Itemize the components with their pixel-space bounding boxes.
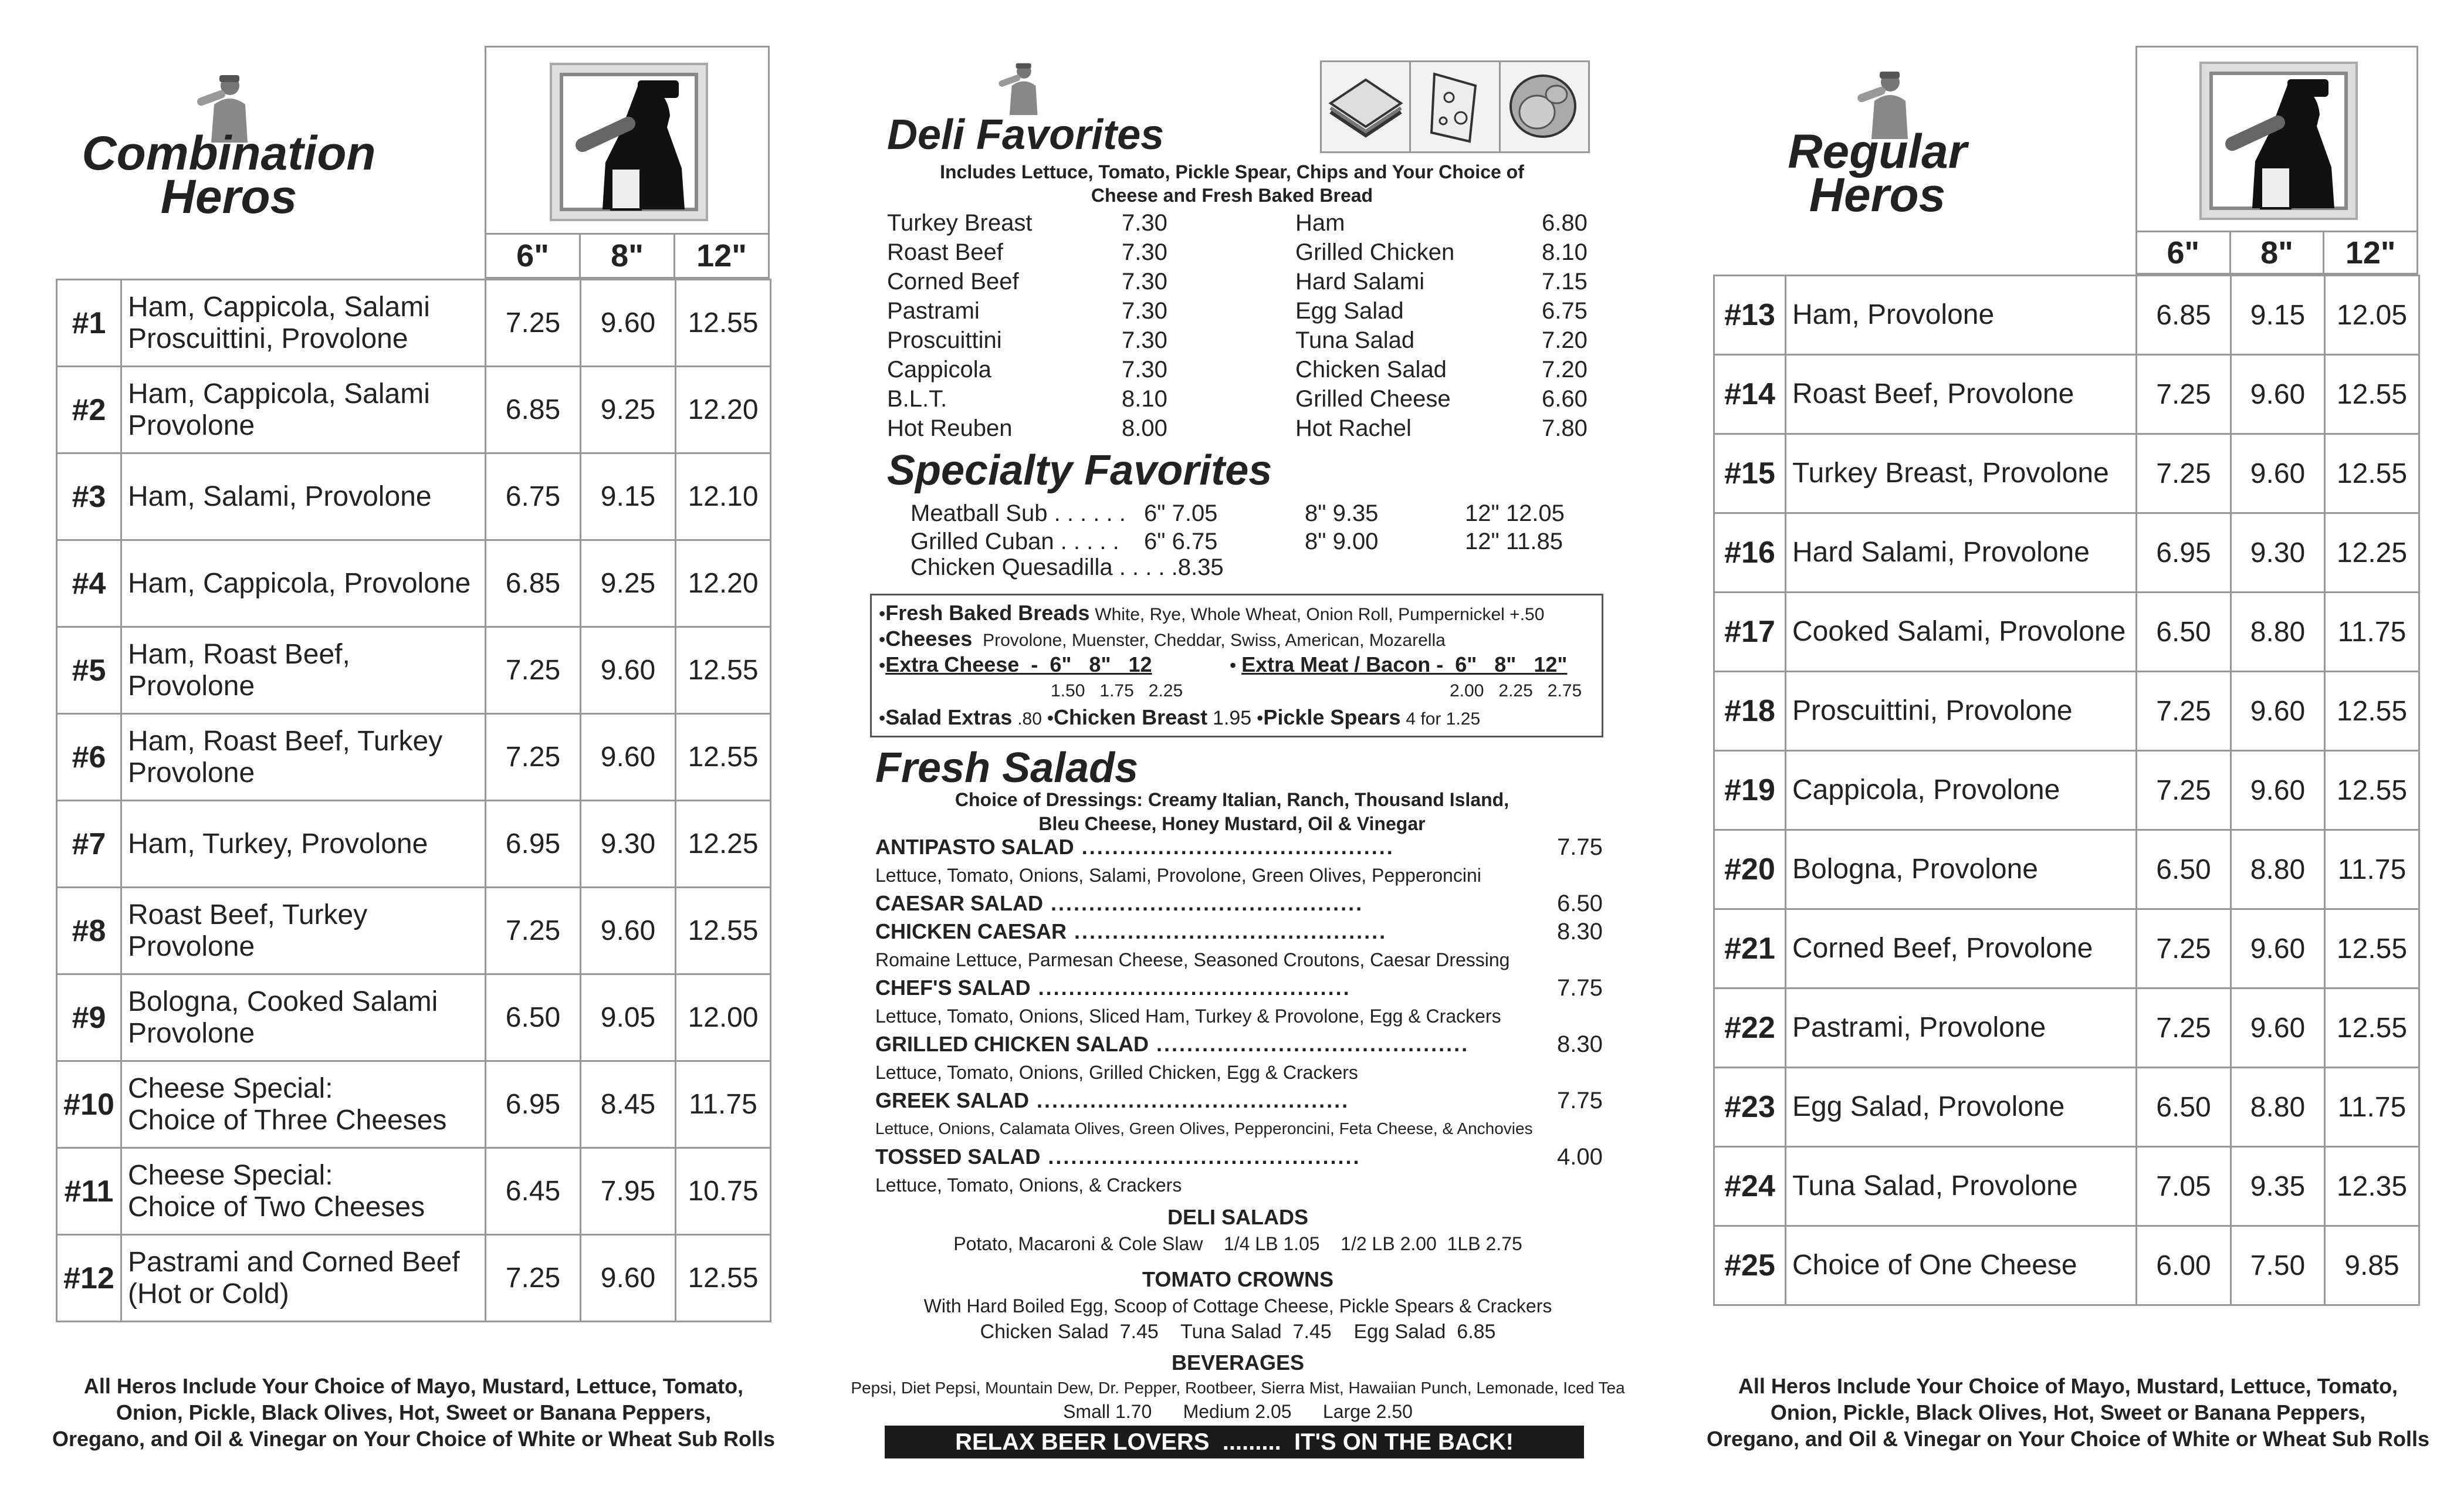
table-row [1714,355,2419,434]
price-6: 7.25 [2137,909,2231,989]
price-6: 6.50 [2137,1068,2231,1147]
salad-name: GREEK SALAD [875,1088,1030,1112]
item-price: 7.20 [1542,327,1588,353]
item-price: 7.30 [1122,269,1167,295]
specialty-size-8: 8" 9.00 [1305,529,1379,554]
price-8: 9.60 [581,280,676,367]
price-8: 9.60 [581,714,676,801]
price-8: 9.60 [581,888,676,974]
table-row [1714,434,2419,513]
price-8: 9.25 [581,367,676,453]
item-price: 8.10 [1122,386,1167,412]
price-8: 9.15 [2231,276,2325,355]
item-description: Ham, Roast Beef, Turkey Provolone [121,714,486,801]
beverages-section: BEVERAGES Pepsi, Diet Pepsi, Mountain Dew, Dr. Pepper, Rootbeer, Sierra Mist, Hawaiian Punch, Lemonade, Iced Tea Small 1.70 Medium 2.05 Large 2.50 [851,1351,1625,1422]
deli-list-left [887,208,1180,443]
salad-leader-dots: ......................................... [1149,1032,1470,1056]
price-6: 7.25 [486,888,581,974]
item-description: Cheese Special: Choice of Two Cheeses [121,1148,486,1235]
item-description: Roast Beef, Turkey Provolone [121,888,486,974]
price-12: 12.55 [676,1235,771,1322]
specialty-size-12: 12" 11.85 [1465,529,1563,554]
price-12: 12.20 [676,367,771,453]
list-item [1295,384,1589,414]
combination-menu-table [56,279,771,1322]
hero-eater-icon [550,63,708,221]
item-number: #17 [1714,593,1786,672]
price-12: 9.85 [2325,1226,2419,1305]
hero-photo-frame [485,46,770,235]
ham-icon [1501,62,1588,151]
item-number: #16 [1714,513,1786,593]
item-price: 7.20 [1542,357,1588,383]
price-6: 7.25 [486,280,581,367]
table-row [57,453,771,540]
price-8: 9.60 [2231,434,2325,513]
item-price: 6.60 [1542,386,1588,412]
salad-leader-dots: ......................................... [1040,1145,1361,1169]
price-12: 11.75 [2325,593,2419,672]
price-6: 6.85 [486,540,581,627]
item-description: Ham, Cappicola, Provolone [121,540,486,627]
salad-leader-dots: ......................................... [1074,835,1395,859]
price-12: 11.75 [2325,830,2419,909]
price-8: 9.15 [581,453,676,540]
item-number: #22 [1714,989,1786,1068]
price-8: 7.50 [2231,1226,2325,1305]
item-description: Ham, Salami, Provolone [121,453,486,540]
item-description: Cheese Special: Choice of Three Cheeses [121,1061,486,1148]
salad-description: Lettuce, Onions, Calamata Olives, Green Olives, Pepperoncini, Feta Cheese, & Anchovies [875,1119,1533,1138]
item-number: #24 [1714,1147,1786,1226]
table-row [57,627,771,714]
item-description: Tuna Salad, Provolone [1786,1147,2137,1226]
salad-leader-dots: ......................................... [1067,919,1387,943]
list-item [875,1030,1615,1058]
salad-leader-dots: ......................................... [1029,1088,1350,1112]
list-item [887,296,1180,326]
item-number: #18 [1714,672,1786,751]
specialty-size-12: 12" 12.05 [1465,500,1565,526]
price-6: 7.25 [2137,989,2231,1068]
list-item [887,384,1180,414]
item-number: #2 [57,367,121,453]
item-name: B.L.T. [887,386,947,412]
table-row [1714,1226,2419,1305]
salad-description: Lettuce, Tomato, Onions, Salami, Provolone, Green Olives, Pepperoncini [875,865,1481,886]
item-description: Egg Salad, Provolone [1786,1068,2137,1147]
size-12: 12" [675,234,769,278]
price-6: 6.00 [2137,1226,2231,1305]
specialty-favorites-title: Specialty Favorites [887,447,1272,494]
item-name: Ham [1295,210,1345,236]
table-row [57,1235,771,1322]
list-item [1295,296,1589,326]
price-8: 8.80 [2231,593,2325,672]
price-12: 12.55 [2325,672,2419,751]
table-row [1714,513,2419,593]
price-6: 7.25 [2137,672,2231,751]
item-number: #5 [57,627,121,714]
list-item [875,1143,1615,1171]
list-item [887,267,1180,296]
price-12: 12.55 [2325,909,2419,989]
price-12: 10.75 [676,1148,771,1235]
item-price: 8.00 [1122,415,1167,441]
regular-title: Regular Heros [1788,125,1967,222]
price-6: 7.25 [486,627,581,714]
price-12: 12.55 [676,714,771,801]
price-6: 6.85 [486,367,581,453]
list-item [1295,238,1589,267]
list-item [887,326,1180,355]
item-name: Chicken Salad [1295,357,1447,383]
price-8: 9.25 [581,540,676,627]
price-8: 9.35 [2231,1147,2325,1226]
combination-size-header [485,233,770,279]
price-12: 12.55 [2325,434,2419,513]
list-item [1295,414,1589,443]
list-item [887,355,1180,384]
table-row [1714,593,2419,672]
price-8: 9.60 [2231,909,2325,989]
regular-size-header [2135,231,2418,275]
price-12: 12.00 [676,974,771,1061]
item-number: #19 [1714,751,1786,830]
size-8: 8" [2230,232,2324,274]
specialty-meatball-row [911,499,1603,528]
table-row [1714,830,2419,909]
item-name: Tuna Salad [1295,327,1415,353]
table-row [57,540,771,627]
item-description: Ham, Provolone [1786,276,2137,355]
item-description: Cappicola, Provolone [1786,751,2137,830]
price-8: 9.60 [2231,751,2325,830]
list-item [875,1087,1615,1115]
price-12: 12.25 [676,801,771,888]
price-12: 12.25 [2325,513,2419,593]
item-description: Ham, Cappicola, Salami Provolone [121,367,486,453]
salad-dressings: Choice of Dressings: Creamy Italian, Ranch, Thousand Island, Bleu Cheese, Honey Mustard, Oil & Vinegar [955,789,1509,834]
fresh-salads-title: Fresh Salads [875,744,1139,791]
size-12: 12" [2324,232,2418,274]
size-6: 6" [2137,232,2231,274]
item-name: Cappicola [887,357,991,383]
item-price: 8.10 [1542,239,1588,265]
salad-price: 8.30 [1557,919,1603,945]
item-name: Turkey Breast [887,210,1033,236]
price-12: 12.55 [2325,355,2419,434]
price-6: 7.25 [486,714,581,801]
item-description: Ham, Turkey, Provolone [121,801,486,888]
regular-menu-table [1713,275,2420,1306]
hero-photo-frame [2135,46,2418,232]
specialty-quesadilla-row: Chicken Quesadilla . . . . .8.35 [911,554,1224,580]
item-number: #11 [57,1148,121,1235]
item-description: Turkey Breast, Provolone [1786,434,2137,513]
specialty-name: Grilled Cuban . . . . . [911,529,1119,554]
price-12: 12.55 [2325,751,2419,830]
item-name: Grilled Chicken [1295,239,1455,265]
list-item [1295,326,1589,355]
price-8: 9.60 [2231,989,2325,1068]
table-row [1714,1147,2419,1226]
item-number: #6 [57,714,121,801]
salad-name: CHEF'S SALAD [875,976,1031,1000]
extras-extra-cheese-prices: 1.50 1.75 2.25 [1051,681,1183,700]
salad-description: Romaine Lettuce, Parmesan Cheese, Seasoned Croutons, Caesar Dressing [875,949,1510,970]
item-price: 7.30 [1122,298,1167,324]
price-8: 8.45 [581,1061,676,1148]
list-item [875,974,1615,1002]
salad-price: 4.00 [1557,1144,1603,1170]
price-12: 12.20 [676,540,771,627]
list-item [875,833,1615,861]
price-8: 7.95 [581,1148,676,1235]
list-item [875,889,1615,918]
salad-list [875,833,1615,1199]
price-6: 6.50 [486,974,581,1061]
price-8: 8.80 [2231,1068,2325,1147]
salad-name: CHICKEN CAESAR [875,919,1067,943]
item-price: 6.80 [1542,210,1588,236]
price-6: 7.25 [2137,355,2231,434]
salad-description: Lettuce, Tomato, Onions, Grilled Chicken, Egg & Crackers [875,1062,1358,1083]
deli-icons-strip [1320,60,1590,153]
price-12: 12.55 [676,280,771,367]
item-name: Pastrami [887,298,980,324]
price-12: 12.05 [2325,276,2419,355]
item-name: Corned Beef [887,269,1019,295]
list-item [1295,208,1589,238]
price-8: 9.60 [581,627,676,714]
regular-footer: All Heros Include Your Choice of Mayo, Mustard, Lettuce, Tomato, Onion, Pickle, Black Olives, Hot, Sweet or Banana Peppers, Oregano, and Oil & Vinegar on Your Choice of White or Wheat Sub Rolls [1706,1374,2430,1451]
item-number: #12 [57,1235,121,1322]
table-row [1714,1068,2419,1147]
price-8: 8.80 [2231,830,2325,909]
specialty-size-6: 6" 7.05 [1144,500,1218,526]
table-row [57,801,771,888]
salad-name: CAESAR SALAD [875,891,1044,915]
price-8: 9.30 [581,801,676,888]
deli-favorites-title: Deli Favorites [887,111,1165,158]
item-price: 7.30 [1122,327,1167,353]
item-number: #20 [1714,830,1786,909]
combination-title: Combination Heros [82,127,376,224]
price-12: 12.35 [2325,1147,2419,1226]
table-row [57,974,771,1061]
list-item [1295,355,1589,384]
item-price: 6.75 [1542,298,1588,324]
item-description: Pastrami, Provolone [1786,989,2137,1068]
item-price: 7.15 [1542,269,1588,295]
table-row [57,1061,771,1148]
item-number: #9 [57,974,121,1061]
item-name: Grilled Cheese [1295,386,1451,412]
extras-salad-row: •Salad Extras .80 •Chicken Breast 1.95 •Pickle Spears 4 for 1.25 [879,705,1481,729]
table-row [1714,672,2419,751]
deli-salads-section: DELI SALADS Potato, Macaroni & Cole Slaw 1/4 LB 1.05 1/2 LB 2.00 1LB 2.75 [953,1205,1522,1254]
specialty-size-8: 8" 9.35 [1305,500,1379,526]
price-12: 11.75 [676,1061,771,1148]
item-number: #15 [1714,434,1786,513]
chef-logo-icon [991,59,1050,117]
item-number: #4 [57,540,121,627]
hero-eater-icon [2199,62,2358,220]
price-6: 6.50 [2137,830,2231,909]
item-number: #10 [57,1061,121,1148]
price-6: 7.25 [2137,751,2231,830]
extras-breads: •Fresh Baked Breads White, Rye, Whole Wheat, Onion Roll, Pumpernickel +.50 [879,601,1545,625]
list-item [1295,267,1589,296]
table-row [57,888,771,974]
item-description: Pastrami and Corned Beef (Hot or Cold) [121,1235,486,1322]
item-number: #7 [57,801,121,888]
item-description: Choice of One Cheese [1786,1226,2137,1305]
table-row [1714,909,2419,989]
item-description: Bologna, Cooked Salami Provolone [121,974,486,1061]
deli-list-right [1295,208,1589,443]
salad-price: 7.75 [1557,834,1603,860]
salad-name: TOSSED SALAD [875,1145,1041,1169]
item-number: #14 [1714,355,1786,434]
item-description: Ham, Cappicola, Salami Proscuittini, Provolone [121,280,486,367]
extras-extra-cheese: •Extra Cheese - 6" 8" 12 [879,652,1152,676]
salad-price: 7.75 [1557,1088,1603,1113]
table-row [1714,989,2419,1068]
item-price: 7.80 [1542,415,1588,441]
price-12: 12.55 [2325,989,2419,1068]
salad-name: ANTIPASTO SALAD [875,835,1074,859]
item-description: Roast Beef, Provolone [1786,355,2137,434]
price-6: 6.85 [2137,276,2231,355]
salad-price: 6.50 [1557,891,1603,916]
price-6: 6.45 [486,1148,581,1235]
price-12: 12.10 [676,453,771,540]
item-number: #3 [57,453,121,540]
item-description: Corned Beef, Provolone [1786,909,2137,989]
item-name: Hot Rachel [1295,415,1412,441]
price-6: 7.25 [2137,434,2231,513]
salad-price: 8.30 [1557,1031,1603,1057]
specialty-size-6: 6" 6.75 [1144,529,1218,554]
cheese-icon [1411,62,1500,151]
item-description: Ham, Roast Beef, Provolone [121,627,486,714]
list-item [887,208,1180,238]
item-number: #21 [1714,909,1786,989]
price-8: 9.30 [2231,513,2325,593]
extras-extra-meat-prices: 2.00 2.25 2.75 [1450,681,1582,700]
item-name: Hot Reuben [887,415,1013,441]
size-8: 8" [580,234,675,278]
table-row [57,280,771,367]
item-description: Hard Salami, Provolone [1786,513,2137,593]
price-8: 9.60 [581,1235,676,1322]
price-6: 7.25 [486,1235,581,1322]
specialty-cuban-row [911,527,1603,556]
list-item [887,414,1180,443]
price-12: 12.55 [676,627,771,714]
table-row [57,367,771,453]
extras-box [870,594,1603,737]
price-6: 6.95 [2137,513,2231,593]
salad-description: Lettuce, Tomato, Onions, Sliced Ham, Turkey & Provolone, Egg & Crackers [875,1006,1501,1027]
beer-banner: RELAX BEER LOVERS ......... IT'S ON THE BACK! [885,1426,1584,1458]
item-name: Roast Beef [887,239,1003,265]
extras-cheeses: •Cheeses Provolone, Muenster, Cheddar, Swiss, American, Mozarella [879,627,1446,651]
deli-favorites-subtitle: Includes Lettuce, Tomato, Pickle Spear, Chips and Your Choice of Cheese and Fresh Baked Bread [940,161,1524,206]
price-12: 12.55 [676,888,771,974]
item-price: 7.30 [1122,357,1167,383]
price-8: 9.60 [2231,672,2325,751]
price-6: 6.95 [486,1061,581,1148]
table-row [57,1148,771,1235]
item-name: Proscuittini [887,327,1002,353]
specialty-name: Meatball Sub . . . . . . [911,500,1126,526]
price-12: 11.75 [2325,1068,2419,1147]
price-8: 9.60 [2231,355,2325,434]
price-6: 7.05 [2137,1147,2231,1226]
item-description: Proscuittini, Provolone [1786,672,2137,751]
item-price: 7.30 [1122,210,1167,236]
item-number: #8 [57,888,121,974]
item-price: 7.30 [1122,239,1167,265]
price-8: 9.05 [581,974,676,1061]
salad-leader-dots: ......................................... [1030,976,1351,1000]
tomato-crowns-section: TOMATO CROWNS With Hard Boiled Egg, Scoop of Cottage Cheese, Pickle Spears & Crackers Chicken Salad 7.45 Tuna Salad 7.45 Egg Salad 6.85 [923,1267,1552,1343]
list-item [887,238,1180,267]
salad-name: GRILLED CHICKEN SALAD [875,1032,1149,1056]
extras-extra-meat: • Extra Meat / Bacon - 6" 8" 12" [1230,652,1568,676]
table-row [57,714,771,801]
item-number: #23 [1714,1068,1786,1147]
item-number: #25 [1714,1226,1786,1305]
table-row [1714,276,2419,355]
salad-description: Lettuce, Tomato, Onions, & Crackers [875,1175,1182,1196]
item-name: Hard Salami [1295,269,1425,295]
size-6: 6" [486,234,580,278]
salad-leader-dots: ......................................... [1043,891,1364,915]
table-row [1714,751,2419,830]
combination-footer: All Heros Include Your Choice of Mayo, Mustard, Lettuce, Tomato, Onion, Pickle, Black Olives, Hot, Sweet or Banana Peppers, Oregano, and Oil & Vinegar on Your Choice of White or Wheat Sub Rolls [52,1374,776,1451]
price-6: 6.50 [2137,593,2231,672]
price-6: 6.75 [486,453,581,540]
price-6: 6.95 [486,801,581,888]
item-description: Bologna, Provolone [1786,830,2137,909]
sandwich-icon [1322,62,1411,151]
item-number: #13 [1714,276,1786,355]
item-number: #1 [57,280,121,367]
salad-price: 7.75 [1557,975,1603,1001]
item-description: Cooked Salami, Provolone [1786,593,2137,672]
list-item [875,918,1615,946]
item-name: Egg Salad [1295,298,1404,324]
